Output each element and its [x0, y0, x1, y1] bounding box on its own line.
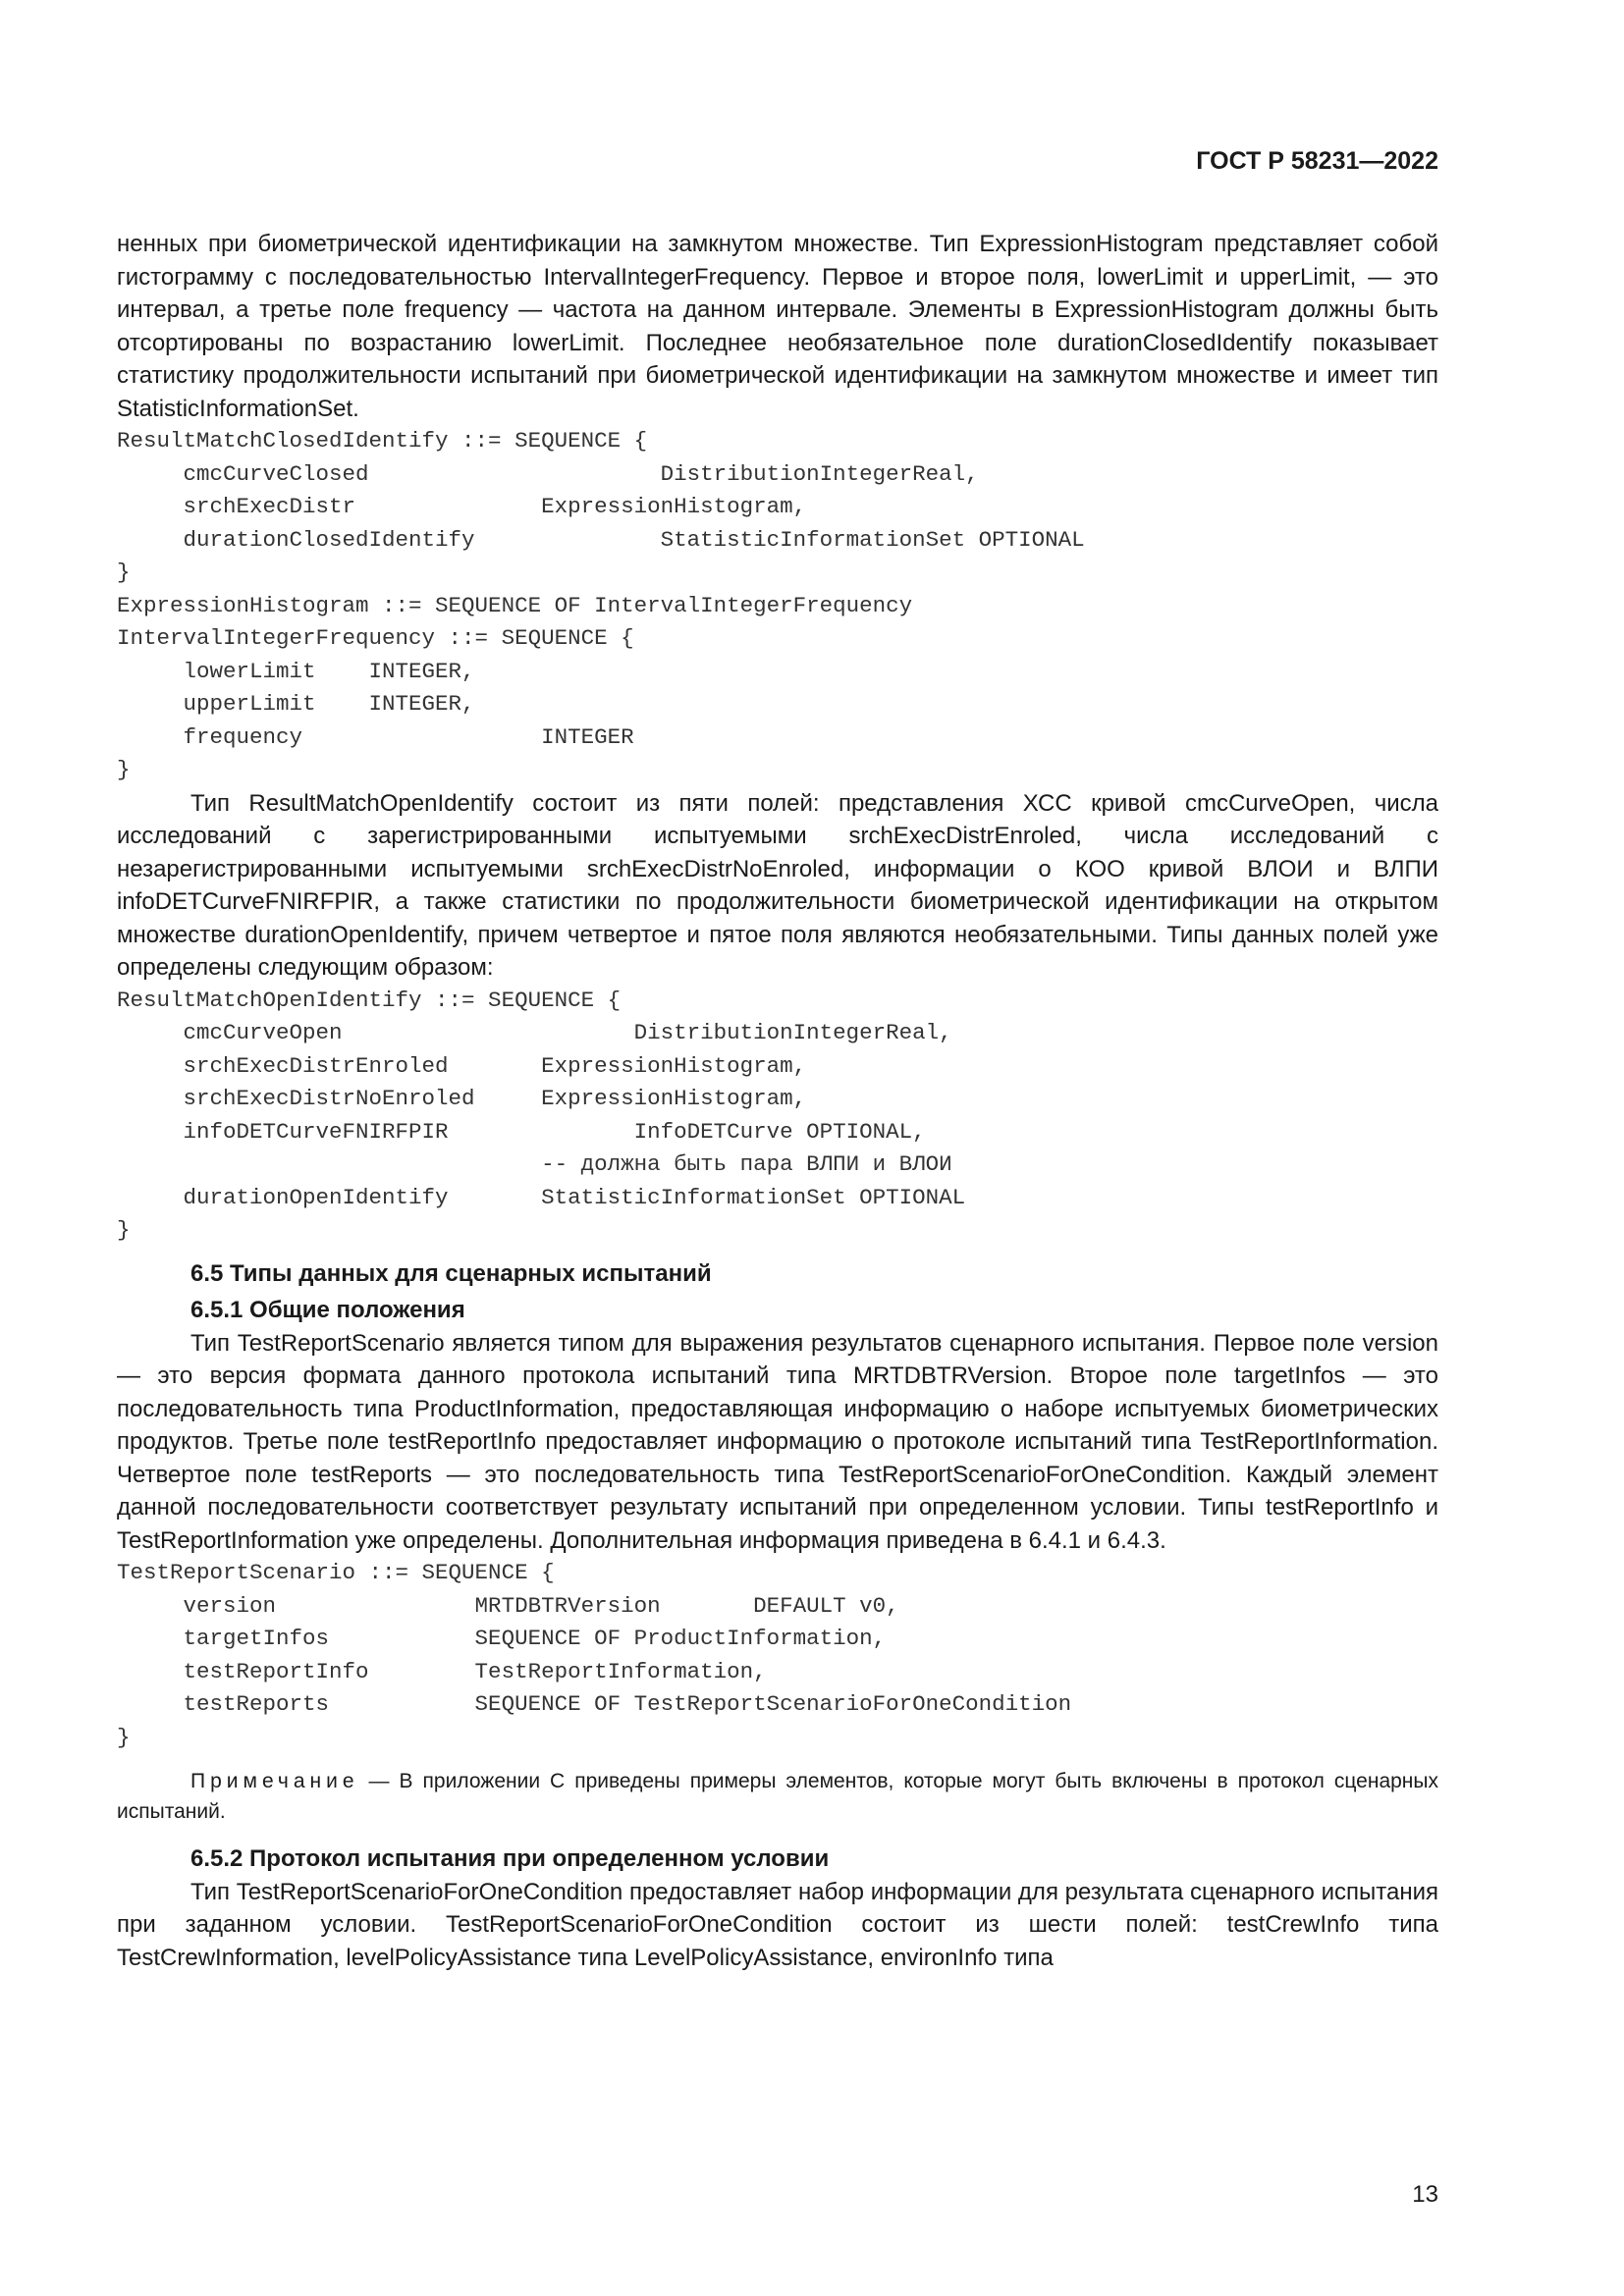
- standard-header: ГОСТ Р 58231—2022: [1196, 147, 1438, 175]
- section-heading-6-5-2: 6.5.2 Протокол испытания при определенном условии: [190, 1845, 830, 1872]
- paragraph-test-report-scenario: Тип TestReportScenario является типом для выражения результатов сценарного испытания. Первое поле version — это версия формата данного протокола испытаний типа MRTDBTRVersion. Второе поле targetInfos — это последовательность типа ProductInformation, предоставляющая информацию о наборе испытуемых биометрических продуктов. Третье поле testReportInfo предоставляет информацию о протоколе испытаний типа TestReportInformation. Четвертое поле testReports — это последовательность типа TestReportScenarioForOneCondition. Каждый элемент данной последовательности соответствует результату испытаний при определенном условии. Типы testReportInfo и TestReportInformation уже определены. Дополнительная информация приведена в 6.4.1 и 6.4.3.: [117, 1329, 1438, 1554]
- note-text: — В приложении С приведены примеры элементов, которые могут быть включены в протокол сценарных испытаний.: [117, 1770, 1438, 1823]
- paragraph-one-condition: Тип TestReportScenarioForOneCondition предоставляет набор информации для результата сценарного испытания при заданном условии. TestReportScenarioForOneCondition состоит из шести полей: testCrewInfo типа TestCrewInformation, levelPolicyAssistance типа LevelPolicyAssistance, environInfo типа: [117, 1878, 1438, 1971]
- code-result-match-open: ResultMatchOpenIdentify ::= SEQUENCE { cmcCurveOpen DistributionIntegerReal, srchExecDistrEnroled ExpressionHistogram, srchExecDistrNoEnroled ExpressionHistogram, infoDETCurveFNIRFPIR InfoDETCurve OPTIONAL, -- должна быть пара ВЛПИ и ВЛОИ durationOpenIdentify StatisticInformationSet OPTIONAL }: [117, 987, 966, 1243]
- paragraph-open-identify: Тип ResultMatchOpenIdentify состоит из пяти полей: представления ХСС кривой cmcCurveOpen, числа исследований с зарегистрированными испытуемыми srchExecDistrEnroled, числа исследований с незарегистрированными испытуемыми srchExecDistrNoEnroled, информации о КОО кривой ВЛОИ и ВЛПИ infoDETCurveFNIRFPIR, а также статистики по продолжительности биометрической идентификации на открытом множестве durationOpenIdentify, причем четвертое и пятое поля являются необязательными. Типы данных полей уже определены следующим образом:: [117, 789, 1438, 981]
- page-content: [117, 228, 1438, 1974]
- section-heading-6-5-1: 6.5.1 Общие положения: [190, 1297, 465, 1323]
- paragraph-histogram: ненных при биометрической идентификации на замкнутом множестве. Тип ExpressionHistogram представляет собой гистограмму с последовательностью IntervalIntegerFrequency. Первое и второе поля, lowerLimit и upperLimit, — это интервал, а третье поле frequency — частота на данном интервале. Элементы в ExpressionHistogram должны быть отсортированы по возрастанию lowerLimit. Последнее необязательное поле durationClosedIdentify показывает статистику продолжительности испытаний при биометрической идентификации на замкнутом множестве и имеет тип StatisticInformationSet.: [117, 231, 1438, 422]
- section-heading-6-5: 6.5 Типы данных для сценарных испытаний: [190, 1259, 712, 1287]
- code-result-match-closed: ResultMatchClosedIdentify ::= SEQUENCE { cmcCurveClosed DistributionIntegerReal, srchExecDistr ExpressionHistogram, durationClosedIdentify StatisticInformationSet OPTIONAL } ExpressionHistogram ::= SEQUENCE OF IntervalIntegerFrequency IntervalIntegerFrequency ::= SEQUENCE { lowerLimit INTEGER, upperLimit INTEGER, frequency INTEGER }: [117, 428, 1085, 782]
- note-label: Примечание: [190, 1770, 359, 1792]
- page-number: 13: [1412, 2181, 1438, 2208]
- note: [117, 1766, 1438, 1827]
- code-test-report-scenario: TestReportScenario ::= SEQUENCE { version MRTDBTRVersion DEFAULT v0, targetInfos SEQUENCE OF ProductInformation, testReportInfo TestReportInformation, testReports SEQUENCE OF TestReportScenarioForOneCondition }: [117, 1560, 1072, 1750]
